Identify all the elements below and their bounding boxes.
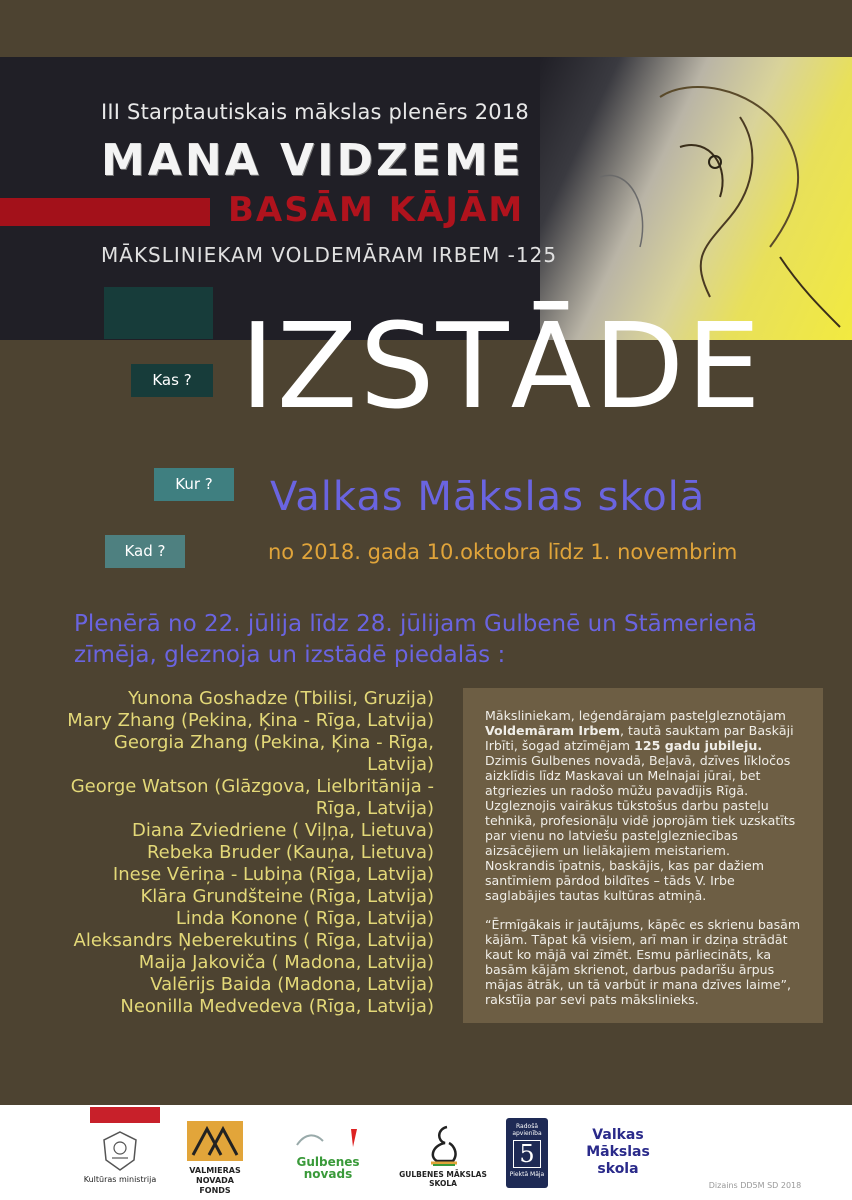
list-item: Georgia Zhang (Pekina, Ķina - Rīga,: [113, 732, 434, 753]
question-what-label: Kas ?: [131, 364, 213, 397]
list-item: Klāra Grundšteine (Rīga, Latvija): [140, 886, 434, 907]
dedication-text: MĀKSLINIEKAM VOLDEMĀRAM IRBEM -125: [101, 243, 558, 267]
list-item: Neonilla Medvedeva (Rīga, Latvija): [120, 996, 434, 1017]
fifth-house-logo: Radošā apvienība 5 Piektā Māja: [506, 1118, 548, 1188]
teal-decor-box: [104, 287, 213, 339]
fund-emblem-icon: [185, 1119, 245, 1163]
question-where-label: Kur ?: [154, 468, 234, 501]
list-item: Inese Vēriņa - Lubiņa (Rīga, Latvija): [112, 864, 434, 885]
list-item: Diana Zviedriene ( Viļņa, Lietuva): [131, 820, 434, 841]
question-when-label: Kad ?: [105, 535, 185, 568]
dates-text: no 2018. gada 10.oktobra līdz 1. novembrim: [268, 540, 738, 564]
valmiera-fund-logo: VALMIERAS NOVADA FONDS: [170, 1119, 260, 1196]
coat-of-arms-icon: [100, 1130, 140, 1172]
venue-text: Valkas Mākslas skolā: [270, 474, 706, 520]
flag-red-strip: [90, 1107, 160, 1123]
artist-list: [14, 688, 434, 1018]
list-item: George Watson (Glāzgova, Lielbritānija -: [70, 776, 434, 797]
bio-paragraph-2: “Ērmīgākais ir jautājums, kāpēc es skrienu basām kājām. Tāpat kā visiem, arī man ir dziņa strādāt kaut ko mājā vai zīmēt. Esmu pārliecināts, ka basām kājām skrienot, darbus padarīšu ārpus mājas ātrāk, un tā varbūt ir mana dzīves laime”, rakstīja par sevi pats mākslinieks.: [485, 917, 801, 1007]
exhibition-heading: IZSTĀDE: [240, 297, 763, 435]
red-title: BASĀM KĀJĀM: [228, 190, 525, 230]
list-item: Aleksandrs Ņeberekutins ( Rīga, Latvija): [73, 930, 434, 951]
list-item: Maija Jakoviča ( Madona, Latvija): [138, 952, 434, 973]
ministry-logo: Kultūras ministrija: [80, 1130, 160, 1184]
list-item: Yunona Goshadze (Tbilisi, Gruzija): [128, 688, 434, 709]
swan-icon: [423, 1123, 463, 1167]
biography-box: [463, 688, 823, 1023]
valka-art-school-logo: Valkas Mākslas skola: [586, 1127, 650, 1177]
list-item: Rebeka Bruder (Kauņa, Lietuva): [146, 842, 434, 863]
list-item: Latvija): [367, 754, 434, 775]
red-accent-bar: [0, 198, 210, 226]
bird-icon: [293, 1127, 363, 1153]
bio-paragraph-1: Māksliniekam, leģendārajam pasteļgleznotājam Voldemāram Irbem, tautā sauktam par Baskāji Irbīti, šogad atzīmējam 125 gadu jubileju. Dzimis Gulbenes novadā, Beļavā, dzīves līkločos aizklīdis līdz Maskavai un Melnajai jūrai, bet atgriezies un radošo mūžu pavadījis Rīgā. Uzgleznojis vairākus tūkstošus darbu pasteļu tehnikā, profesionāļu vidē joprojām tiek uzskatīts par vienu no latviešu pasteļglezniecības aizsācējiem un lielākajiem meistariem. Noskrandis īpatnis, baskājis, kas par dažiem santīmiem pārdod bildītes – tāds V. Irbe saglabājies tautas kultūras atmiņā.: [485, 708, 796, 903]
design-credit: Dizains DD5M SD 2018: [708, 1181, 802, 1190]
list-item: Rīga, Latvija): [315, 798, 434, 819]
list-item: Mary Zhang (Pekina, Ķina - Rīga, Latvija): [67, 710, 434, 731]
pleners-subtitle: III Starptautiskais mākslas plenērs 2018: [101, 100, 529, 124]
gulbene-art-school-logo: GULBENES MĀKSLAS SKOLA: [393, 1123, 493, 1188]
list-item: Linda Konone ( Rīga, Latvija): [175, 908, 434, 929]
list-item: Valērijs Baida (Madona, Latvija): [150, 974, 434, 995]
intro-text: Plenērā no 22. jūlija līdz 28. jūlijam Gulbenē un Stāmerienā zīmēja, gleznoja un izstādē piedalās :: [74, 611, 757, 668]
main-title: MANA VIDZEME: [101, 135, 524, 186]
gulbene-county-logo: Gulbenes novads: [288, 1127, 368, 1180]
